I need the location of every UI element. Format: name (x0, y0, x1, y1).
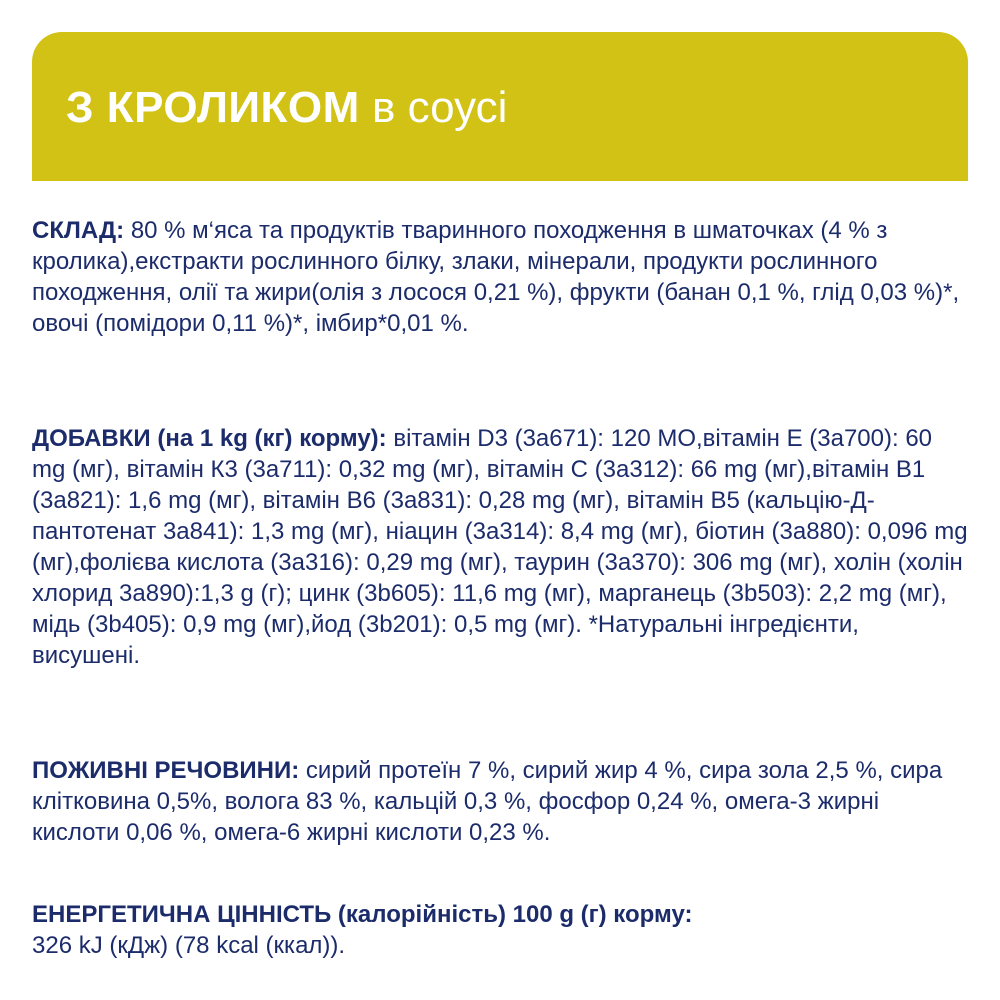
energy-label: ЕНЕРГЕТИЧНА ЦІННІСТЬ (калорійність) 100 g (г) корму: (32, 901, 693, 928)
nutrients-section (32, 755, 972, 848)
energy-section (32, 899, 972, 961)
nutrients-text: сирий протеїн 7 %, сирий жир 4 %, сира зола 2,5 %, сира клітковина 0,5%, волога 83 %, кальцій 0,3 %, фосфор 0,24 %, омега-3 жирні кислоти 0,06 %, омега-6 жирні кислоти 0,23 %. (32, 757, 943, 846)
title-banner (32, 32, 968, 181)
nutrients-label: ПОЖИВНІ РЕЧОВИНИ: (32, 757, 300, 784)
energy-text: 326 kJ (кДж) (78 kcal (ккал)). (32, 932, 346, 959)
composition-text: 80 % м‘яса та продуктів тваринного походження в шматочках (4 % з кролика),екстракти рослинного білку, злаки, мінерали, продукти рослинного походження, олії та жири(олія з лосося 0,21 %), фрукти (банан 0,1 %, глід 0,03 %)*, овочі (помідори 0,11 %)*, імбир*0,01 %. (32, 217, 960, 337)
product-title (66, 84, 507, 132)
additives-text: вітамін D3 (3а671): 120 МО,вітамін Е (3а700): 60 mg (мг), вітамін К3 (3а711): 0,32 mg (мг), вітамін С (3а312): 66 mg (мг),вітамін В1 (3а821): 1,6 mg (мг), вітамін В6 (3а831): 0,28 mg (мг), вітамін В5 (кальцію-Д-пантотенат 3а841): 1,3 mg (мг), ніацин (3а314): 8,4 mg (мг), біотин (3а880): 0,096 mg (мг),фолієва кислота (3а316): 0,29 mg (мг), таурин (3а370): 306 mg (мг), холін (холін хлорид 3а890):1,3 g (г); цинк (3b605): 11,6 mg (мг), марганець (3b503): 2,2 mg (мг), мідь (3b405): 0,9 mg (мг),йод (3b201): 0,5 mg (мг). *Натуральні інгредієнти, висушені. (32, 425, 968, 669)
additives-label: ДОБАВКИ (на 1 kg (кг) корму): (32, 425, 387, 452)
product-title-light: в соусі (372, 83, 508, 132)
composition-label: СКЛАД: (32, 217, 125, 244)
product-title-bold: З КРОЛИКОМ (66, 83, 360, 132)
additives-section (32, 423, 972, 671)
composition-section (32, 215, 972, 339)
